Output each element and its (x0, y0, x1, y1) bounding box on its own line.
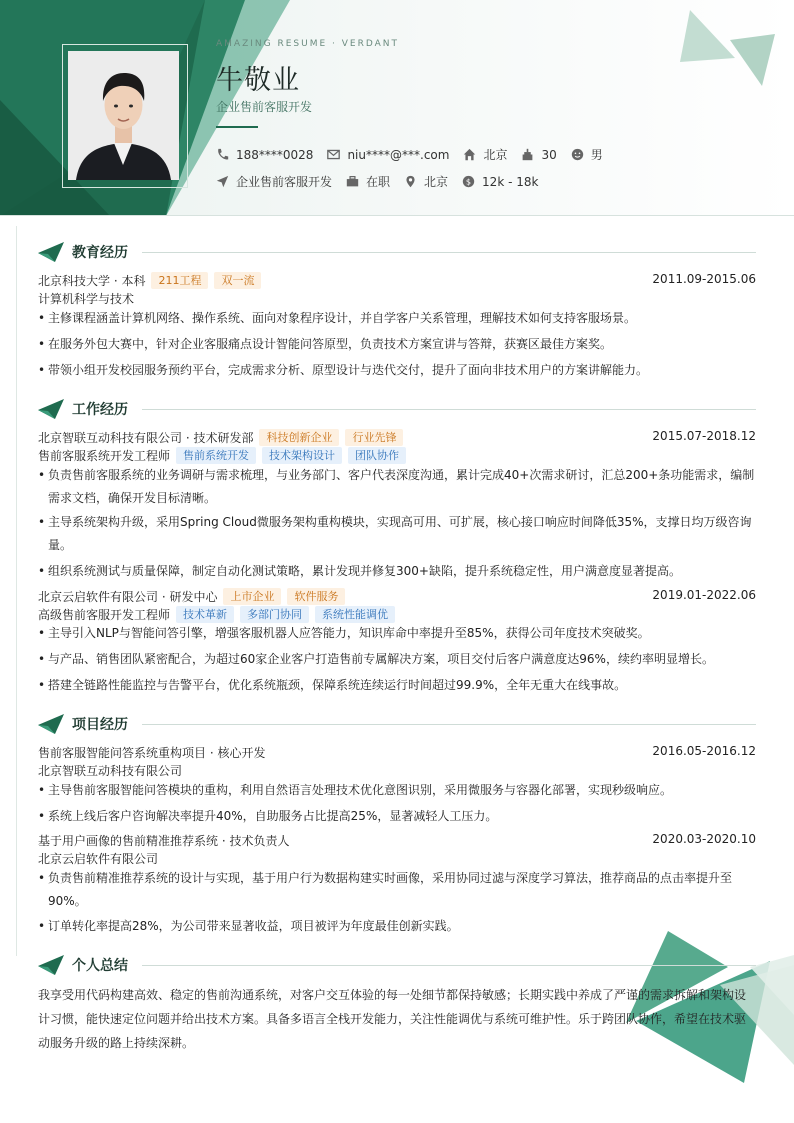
status-item: 在职 (346, 173, 390, 190)
position-title: 售前客服系统开发工程师 (38, 449, 171, 463)
location-pin-icon (404, 175, 417, 188)
avatar (68, 51, 179, 180)
phone-item: 188****0028 (216, 148, 313, 162)
left-rule (16, 226, 17, 956)
tag: 上市企业 (223, 588, 281, 605)
summary-section-header (38, 954, 756, 976)
section-arrow-icon (38, 955, 64, 975)
list-item: • 系统上线后客户咨询解决率提升40%，自助服务占比提高25%，显著减轻人工压力。 (38, 805, 756, 828)
project-date: 2016.05-2016.12 (652, 744, 756, 758)
city-item: 北京 (463, 146, 507, 163)
tag: 售前系统开发 (176, 447, 256, 464)
project-name: 售前客服智能问答系统重构项目 · 核心开发 (38, 746, 266, 760)
home-icon (463, 148, 476, 161)
section-divider (142, 965, 756, 966)
list-item: • 组织系统测试与质量保障，制定自动化测试策略，累计发现并修复300+缺陷，提升系统稳定性，用户满意度显著提高。 (38, 560, 756, 583)
section-title: 教育经历 (72, 245, 128, 261)
work-section-header (38, 398, 756, 420)
project-company: 北京云启软件有限公司 (38, 852, 159, 866)
section-arrow-icon (38, 242, 64, 262)
summary-text: 我享受用代码构建高效、稳定的售前沟通系统，对客户交互体验的每一处细节都保持敏感；长期实践中养成了严谨的需求拆解和架构设 计习惯，能快速定位问题并给出技术方案。具备多语言全栈开发能力，关注性能调优与系统可维护性。乐于跨团队协作，希望在技术驱 动服务升级的路上持续深耕。 (38, 988, 747, 1050)
company-name: 北京云启软件有限公司 · 研发中心 (38, 590, 218, 604)
tag: 技术架构设计 (262, 447, 342, 464)
education-section-header (38, 241, 756, 263)
project-section-header (38, 713, 756, 735)
briefcase-icon (346, 175, 359, 188)
list-item: • 与产品、销售团队紧密配合，为超过60家企业客户打造售前专属解决方案，项目交付后客户满意度达96%，续约率明显增长。 (38, 648, 756, 671)
list-item: • 主导售前客服智能问答模块的重构，利用自然语言处理技术优化意图识别，采用微服务与容器化部署，实现秒级响应。 (38, 779, 756, 802)
email-item: niu****@***.com (327, 148, 449, 162)
tag: 211工程 (151, 272, 208, 289)
list-item: • 主导系统架构升级，采用Spring Cloud微服务架构重构模块，实现高可用、可扩展，核心接口响应时间降低35%，支撑日均万级咨询 量。 (38, 511, 756, 557)
school-line (38, 272, 756, 289)
section-title: 工作经历 (72, 402, 128, 418)
section-arrow-icon (38, 399, 64, 419)
age-item: 30 (521, 148, 556, 162)
list-item: • 负责售前精准推荐系统的设计与实现，基于用户行为数据构建实时画像，采用协同过滤与深度学习算法，推荐商品的点击率提升至 90%。 (38, 867, 756, 913)
list-item: • 主修课程涵盖计算机网络、操作系统、面向对象程序设计，并自学客户关系管理，理解技术如何支持客服场景。 (38, 307, 756, 330)
intent-city-item: 北京 (404, 173, 448, 190)
tag: 科技创新企业 (259, 429, 339, 446)
tag: 多部门协同 (240, 606, 309, 623)
position-title: 高级售前客服开发工程师 (38, 608, 171, 622)
candidate-name: 牛敬业 (216, 65, 300, 96)
intent-position-item: 企业售前客服开发 (216, 173, 332, 190)
tag: 软件服务 (287, 588, 345, 605)
section-title: 项目经历 (72, 717, 128, 733)
school-name: 北京科技大学 · 本科 (38, 274, 146, 288)
svg-text:$: $ (465, 176, 472, 187)
tag: 系统性能调优 (315, 606, 395, 623)
job-date: 2015.07-2018.12 (652, 429, 756, 443)
education-date: 2011.09-2015.06 (652, 272, 756, 286)
contact-row (216, 146, 617, 163)
major: 计算机科学与技术 (38, 292, 135, 306)
tag: 行业先锋 (345, 429, 403, 446)
company-line (38, 429, 756, 446)
job-date: 2019.01-2022.06 (652, 588, 756, 602)
template-brand: AMAZING RESUME · VERDANT (216, 39, 399, 49)
tag: 技术革新 (176, 606, 234, 623)
list-item: • 搭建全链路性能监控与告警平台，优化系统瓶颈，保障系统连续运行时间超过99.9%，全年无重大在线事故。 (38, 674, 756, 697)
project-company: 北京智联互动科技有限公司 (38, 764, 183, 778)
list-item: • 主导引入NLP与智能问答引擎，增强客服机器人应答能力，知识库命中率提升至85%，获得公司年度技术突破奖。 (38, 622, 756, 645)
list-item: • 在服务外包大赛中，针对企业客服痛点设计智能问答原型，负责技术方案宣讲与答辩，获赛区最佳方案奖。 (38, 333, 756, 356)
section-divider (142, 724, 756, 725)
candidate-role: 企业售前客服开发 (216, 100, 313, 114)
list-item: • 负责售前客服系统的业务调研与需求梳理，与业务部门、客户代表深度沟通，累计完成40+次需求研讨，汇总200+条功能需求，编制 需求文档，确保开发目标清晰。 (38, 464, 756, 510)
cake-icon (521, 148, 534, 161)
list-item: • 带领小组开发校园服务预约平台，完成需求分析、原型设计与迭代交付，提升了面向非技术用户的方案讲解能力。 (38, 359, 756, 382)
salary-item: $ 12k - 18k (462, 175, 538, 189)
company-name: 北京智联互动科技有限公司 · 技术研发部 (38, 431, 254, 445)
section-title: 个人总结 (72, 958, 128, 974)
tag: 双一流 (214, 272, 261, 289)
section-arrow-icon (38, 714, 64, 734)
phone-icon (216, 148, 229, 161)
company-line (38, 588, 756, 605)
tag: 团队协作 (348, 447, 406, 464)
salary-icon (462, 175, 475, 188)
name-underline (216, 126, 258, 128)
project-name: 基于用户画像的售前精准推荐系统 · 技术负责人 (38, 834, 290, 848)
send-icon (216, 175, 229, 188)
project-date: 2020.03-2020.10 (652, 832, 756, 846)
position-line (38, 447, 756, 464)
mail-icon (327, 148, 340, 161)
list-item: • 订单转化率提高28%，为公司带来显著收益，项目被评为年度最佳创新实践。 (38, 915, 756, 938)
job-intent-row (216, 173, 552, 190)
gender-item: 男 (571, 146, 603, 163)
section-divider (142, 409, 756, 410)
position-line (38, 606, 756, 623)
section-divider (142, 252, 756, 253)
gender-icon (571, 148, 584, 161)
